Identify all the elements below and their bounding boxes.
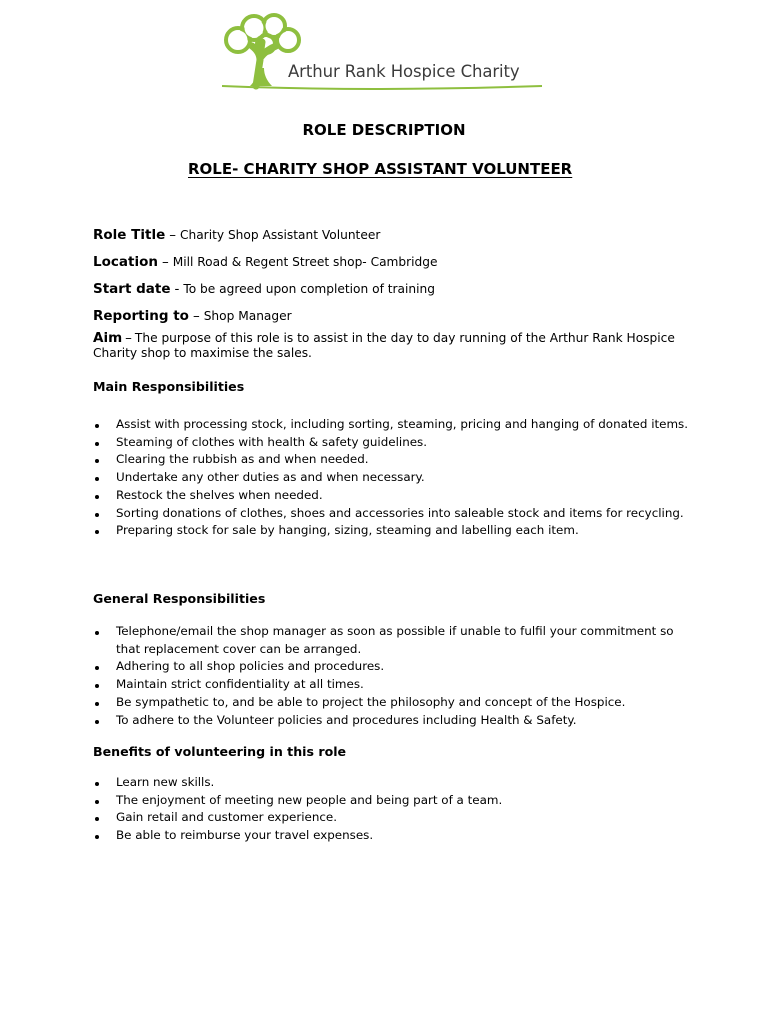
list-item: Steaming of clothes with health & safety guidelines. (93, 434, 693, 452)
logo-text: Arthur Rank Hospice Charity (288, 62, 520, 81)
list-item: Adhering to all shop policies and procedures. (93, 658, 693, 676)
start-date-dash: - (174, 281, 180, 297)
general-responsibilities-heading: General Responsibilities (93, 591, 266, 606)
start-date-row (93, 278, 435, 297)
list-item: To adhere to the Volunteer policies and procedures including Health & Safety. (93, 712, 693, 730)
list-item: The enjoyment of meeting new people and being part of a team. (93, 792, 693, 810)
location-row (93, 251, 438, 270)
location-dash: – (161, 254, 169, 270)
list-item: Undertake any other duties as and when necessary. (93, 469, 693, 487)
reporting-to-dash: – (192, 308, 200, 324)
role-title-row (93, 224, 380, 243)
general-responsibilities-list (93, 623, 693, 729)
reporting-to-label: Reporting to (93, 308, 189, 324)
aim-label: Aim (93, 330, 123, 346)
list-item: Clearing the rubbish as and when needed. (93, 451, 693, 469)
aim-dash: – (125, 330, 132, 346)
benefits-list (93, 774, 693, 845)
list-item: Telephone/email the shop manager as soon as possible if unable to fulfil your commitment so that replacement cover can be arranged. (93, 623, 693, 658)
list-item: Maintain strict confidentiality at all times. (93, 676, 693, 694)
list-item: Learn new skills. (93, 774, 693, 792)
main-responsibilities-list (93, 416, 693, 540)
main-responsibilities-heading: Main Responsibilities (93, 379, 245, 394)
role-title-dash: – (169, 227, 176, 243)
start-date-value: To be agreed upon completion of training (183, 282, 435, 296)
location-value: Mill Road & Regent Street shop- Cambridge (172, 255, 438, 269)
list-item: Restock the shelves when needed. (93, 487, 693, 505)
list-item: Preparing stock for sale by hanging, sizing, steaming and labelling each item. (93, 522, 693, 540)
start-date-label: Start date (93, 281, 171, 297)
list-item: Gain retail and customer experience. (93, 809, 693, 827)
list-item: Sorting donations of clothes, shoes and accessories into saleable stock and items for recycling. (93, 505, 693, 523)
document-title: ROLE DESCRIPTION (302, 121, 466, 139)
aim-value: The purpose of this role is to assist in the day to day running of the Arthur Rank Hospice Charity shop to maximise the sales. (93, 331, 675, 360)
location-label: Location (93, 254, 158, 270)
reporting-to-value: Shop Manager (203, 309, 292, 323)
list-item: Be able to reimburse your travel expenses. (93, 827, 693, 845)
reporting-to-row (93, 305, 292, 324)
role-title-value: Charity Shop Assistant Volunteer (179, 228, 381, 242)
role-heading: ROLE- CHARITY SHOP ASSISTANT VOLUNTEER (188, 160, 573, 178)
role-title-label: Role Title (93, 227, 166, 243)
list-item: Be sympathetic to, and be able to project the philosophy and concept of the Hospice. (93, 694, 693, 712)
benefits-heading: Benefits of volunteering in this role (93, 744, 347, 759)
charity-logo (216, 12, 546, 92)
list-item: Assist with processing stock, including sorting, steaming, pricing and hanging of donated items. (93, 416, 693, 434)
aim-row (93, 331, 683, 361)
